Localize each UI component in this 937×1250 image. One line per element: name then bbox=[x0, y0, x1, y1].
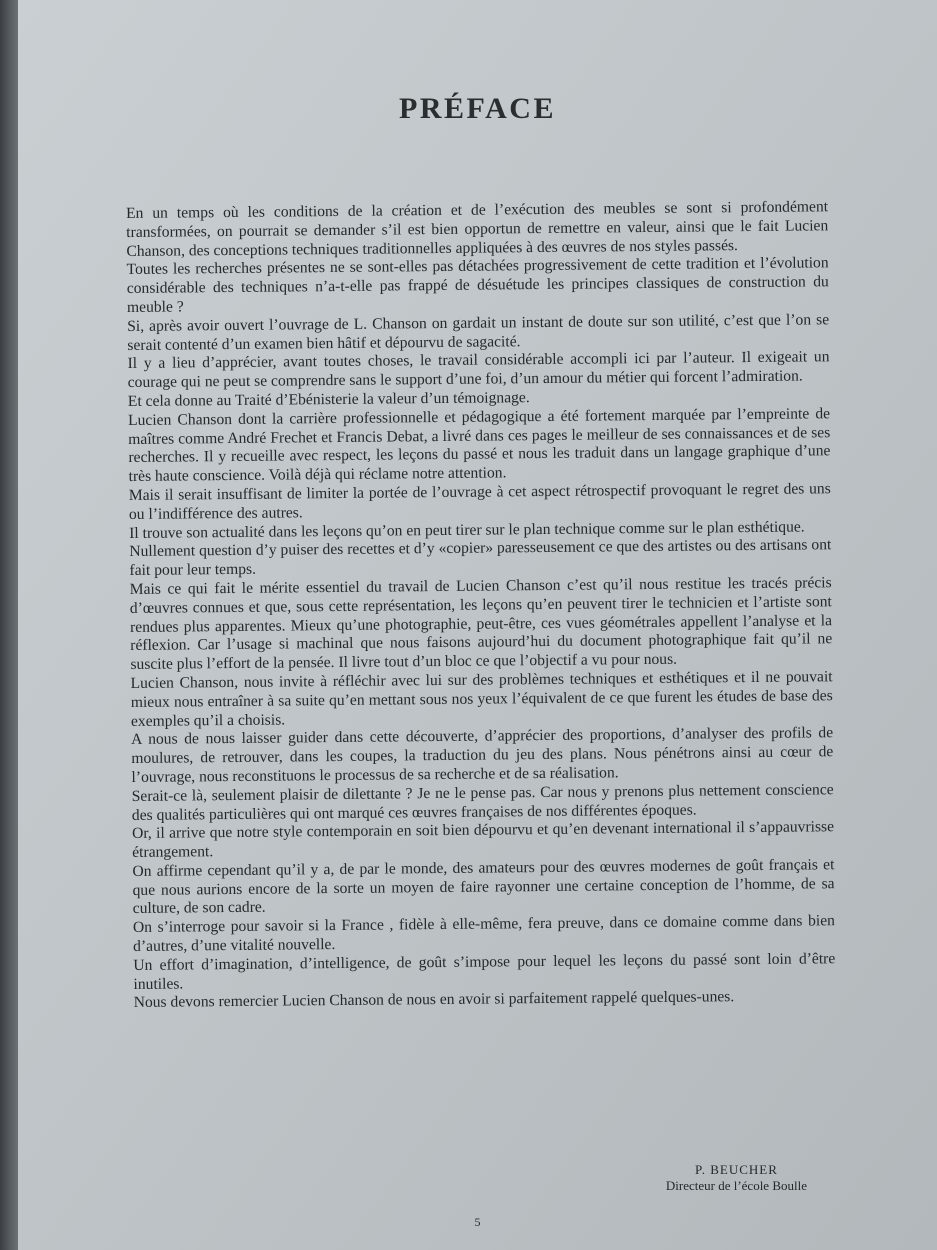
book-page bbox=[18, 0, 937, 1250]
paragraph: On s’interroge pour savoir si la France , fidèle à elle-même, fera preuve, dans ce domaine comme dans bien d’autres, d’une vitalité nouvelle. bbox=[132, 912, 835, 956]
paragraph: Lucien Chanson, nous invite à réfléchir avec lui sur des problèmes techniques et esthétiques et il ne pouvait mieux nous entraîner à sa suite qu’en mettant sous nos yeux l’équivalent de ce que furent les études de base des exemples qu’il a choisis. bbox=[130, 668, 833, 730]
signature-block bbox=[666, 1162, 807, 1194]
paragraph: Toutes les recherches présentes ne se sont-elles pas détachées progressivement de cette tradition et l’évolution considérable des techniques n’a-t-elle pas frappé de désuétude les principes classiques de construction du meuble ? bbox=[126, 254, 829, 316]
signature-role: Directeur de l’école Boulle bbox=[665, 1178, 807, 1193]
paragraph: Nullement question d’y puiser des recettes et d’y «copier» paresseusement ce que des artistes ou des artisans ont fait pour leur temps. bbox=[129, 536, 832, 580]
paragraph: Nous devons remercier Lucien Chanson de nous en avoir si parfaitement rappelé quelques-unes. bbox=[133, 988, 735, 1012]
paragraph: Mais il serait insuffisant de limiter la portée de l’ouvrage à cet aspect rétrospectif provoquant le regret des uns ou l’indifférence des autres. bbox=[128, 480, 831, 523]
paragraph: Serait-ce là, seulement plaisir de dilettante ? Je ne le pense pas. Car nous y prenons plus nettement conscience des qualités particulières qui ont marqué ces œuvres françaises de nos différentes époques. bbox=[131, 780, 834, 824]
paragraph: A nous de nous laisser guider dans cette découverte, d’apprécier des proportions, d’analyser des profils de moulures, de retrouver, dans les coupes, la traduction du jeu des plans. Nous pénétrons ainsi au cœur de l’ouvrage, nous reconstituons le processus de sa recherche et de sa réalisation. bbox=[131, 724, 834, 786]
paragraph: Un effort d’imagination, d’intelligence, de goût s’impose pour lequel les leçons du passé sont loin d’être inutiles. bbox=[133, 950, 836, 993]
paragraph: Si, après avoir ouvert l’ouvrage de L. Chanson on gardait un instant de doute sur son utilité, c’est que l’on se serait contenté d’un examen bien hâtif et dépourvu de sagacité. bbox=[127, 311, 830, 354]
paragraph: En un temps où les conditions de la création et de l’exécution des meubles se sont si profondément transformées, on pourrait se demander s’il est bien opportun de remettre en valeur, ainsi que le fait Lucien Chanson, des conceptions techniques traditionnelles appliquées à des œuvres de nos styles passés. bbox=[126, 198, 829, 260]
page-title: PRÉFACE bbox=[399, 92, 556, 125]
paragraph: Il trouve son actualité dans les leçons qu’on en peut tirer sur le plan technique comme sur le plan esthétique. bbox=[129, 518, 805, 542]
paragraph: Il y a lieu d’apprécier, avant toutes choses, le travail considérable accompli ici par l’auteur. Il exigeait un courage qui ne peut se comprendre sans le support d’une foi, d’un amour du métier qui forcent l’admiration. bbox=[127, 348, 830, 392]
preface-body bbox=[126, 198, 836, 1013]
paragraph: Or, il arrive que notre style contemporain en soit bien dépourvu et qu’en devenant international il s’appauvrisse étrangement. bbox=[131, 818, 835, 862]
paragraph: On affirme cependant qu’il y a, de par le monde, des amateurs pour des œuvres modernes de goût français et que nous aurions encore de la sorte un moyen de faire rayonner une certaine conception de l’homme, de sa culture, de son cadre. bbox=[132, 856, 835, 918]
signature-name: P. BEUCHER bbox=[694, 1162, 778, 1177]
paragraph: Lucien Chanson dont la carrière professionnelle et pédagogique a été fortement marquée par l’empreinte de maîtres comme André Frechet et Francis Debat, a livré dans ces pages le meilleur de ses connaissances et de ses recherches. Il y recueille avec respect, les leçons du passé et nous les traduit dans un langage graphique d’une très haute conscience. Voilà déjà qui réclame notre attention. bbox=[127, 405, 831, 486]
paragraph: Et cela donne au Traité d’Ebénisterie la valeur d’un témoignage. bbox=[127, 389, 530, 410]
page-number: 5 bbox=[474, 1215, 481, 1229]
paragraph: Mais ce qui fait le mérite essentiel du travail de Lucien Chanson c’est qu’il nous restitue les tracés précis d’œuvres connues et que, sous cette représentation, les leçons qu’en peuvent tirer le technicien et l’artiste sont rendues plus apparentes. Mieux qu’une photographie, peut-être, ces vues géométrales appellent l’analyse et la réflexion. Car l’usage si machinal que nous faisons aujourd’hui du document photographique fait qu’il ne suscite plus l’effort de la pensée. Il livre tout d’un bloc ce que l’objectif a vu pour nous. bbox=[129, 574, 833, 674]
